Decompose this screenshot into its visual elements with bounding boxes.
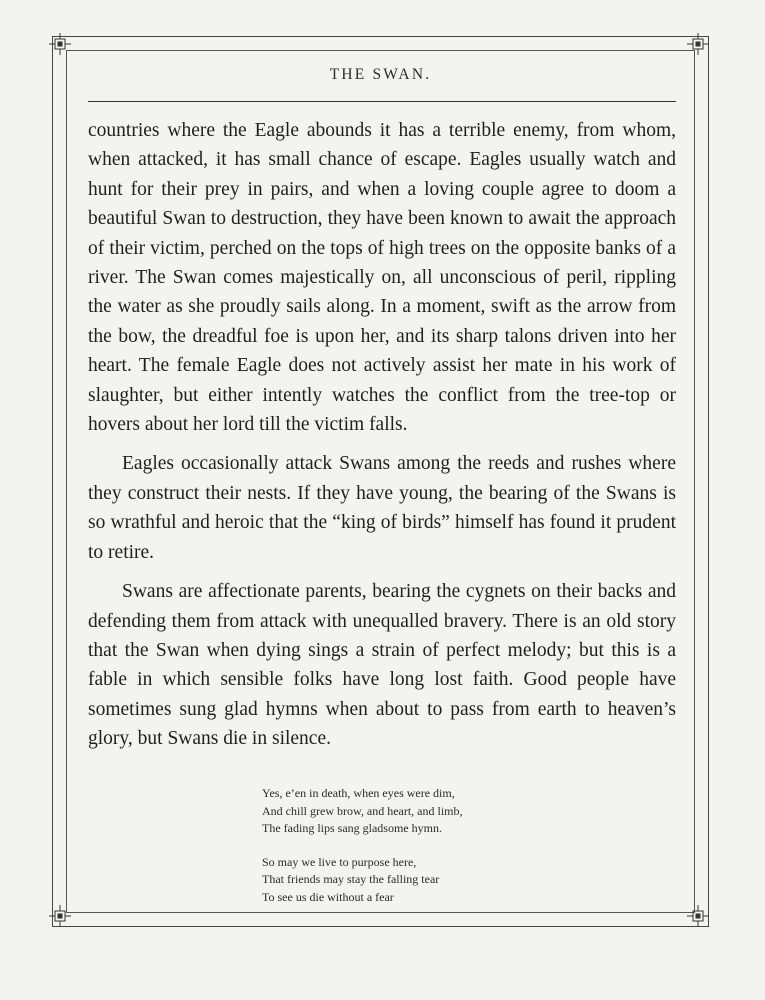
poem (262, 785, 662, 922)
poem-line: So may we live to purpose here, (262, 854, 417, 869)
corner-ornament-icon (687, 33, 709, 55)
paragraph: Swans are affectionate parents, bearing the cygnets on their backs and defending them from attack with unequalled bravery. There is an old story that the Swan when dying sings a strain of perfect melody; but this is a fable in which sensible folks have long lost faith. Good people have sometimes sung glad hymns when about to pass from earth to heaven’s glory, but Swans die in silence. (88, 581, 676, 750)
running-head: THE SWAN. (329, 66, 432, 83)
poem-line: To see us die without a fear (262, 889, 394, 904)
paragraph: countries where the Eagle abounds it has a terrible enemy, from whom, when attacked, it has small chance of escape. Eagles usually watch and hunt for their prey in pairs, and when a loving couple agree to doom a beautiful Swan to destruction, they have been known to await the approach of their victim, perched on the tops of high trees on the opposite banks of a river. The Swan comes majestically on, all unconscious of peril, rippling the water as she proudly sails along. In a moment, swift as the arrow from the bow, the dreadful foe is upon her, and its sharp talons driven into her heart. The female Eagle does not actively assist her mate in his work of slaughter, but either intently watches the conflict from the tree-top or hovers about her lord till the victim falls. (88, 120, 676, 436)
poem-stanza (262, 785, 662, 838)
paragraph: Eagles occasionally attack Swans among the reeds and rushes where they construct their nests. If they have young, the bearing of the Swans is so wrathful and heroic that the “king of birds” himself has found it prudent to retire. (88, 453, 676, 563)
poem-line: The fading lips sang gladsome hymn. (262, 821, 442, 835)
poem-line: That friends may stay the falling tear (262, 872, 440, 886)
poem-stanza (262, 854, 662, 907)
corner-ornament-icon (49, 905, 71, 927)
poem-line: And chill grew brow, and heart, and limb, (262, 803, 463, 818)
body-text (88, 116, 676, 764)
header-rule (88, 101, 676, 102)
corner-ornament-icon (687, 905, 709, 927)
poem-line: Yes, e’en in death, when eyes were dim, (262, 786, 455, 800)
corner-ornament-icon (49, 33, 71, 55)
